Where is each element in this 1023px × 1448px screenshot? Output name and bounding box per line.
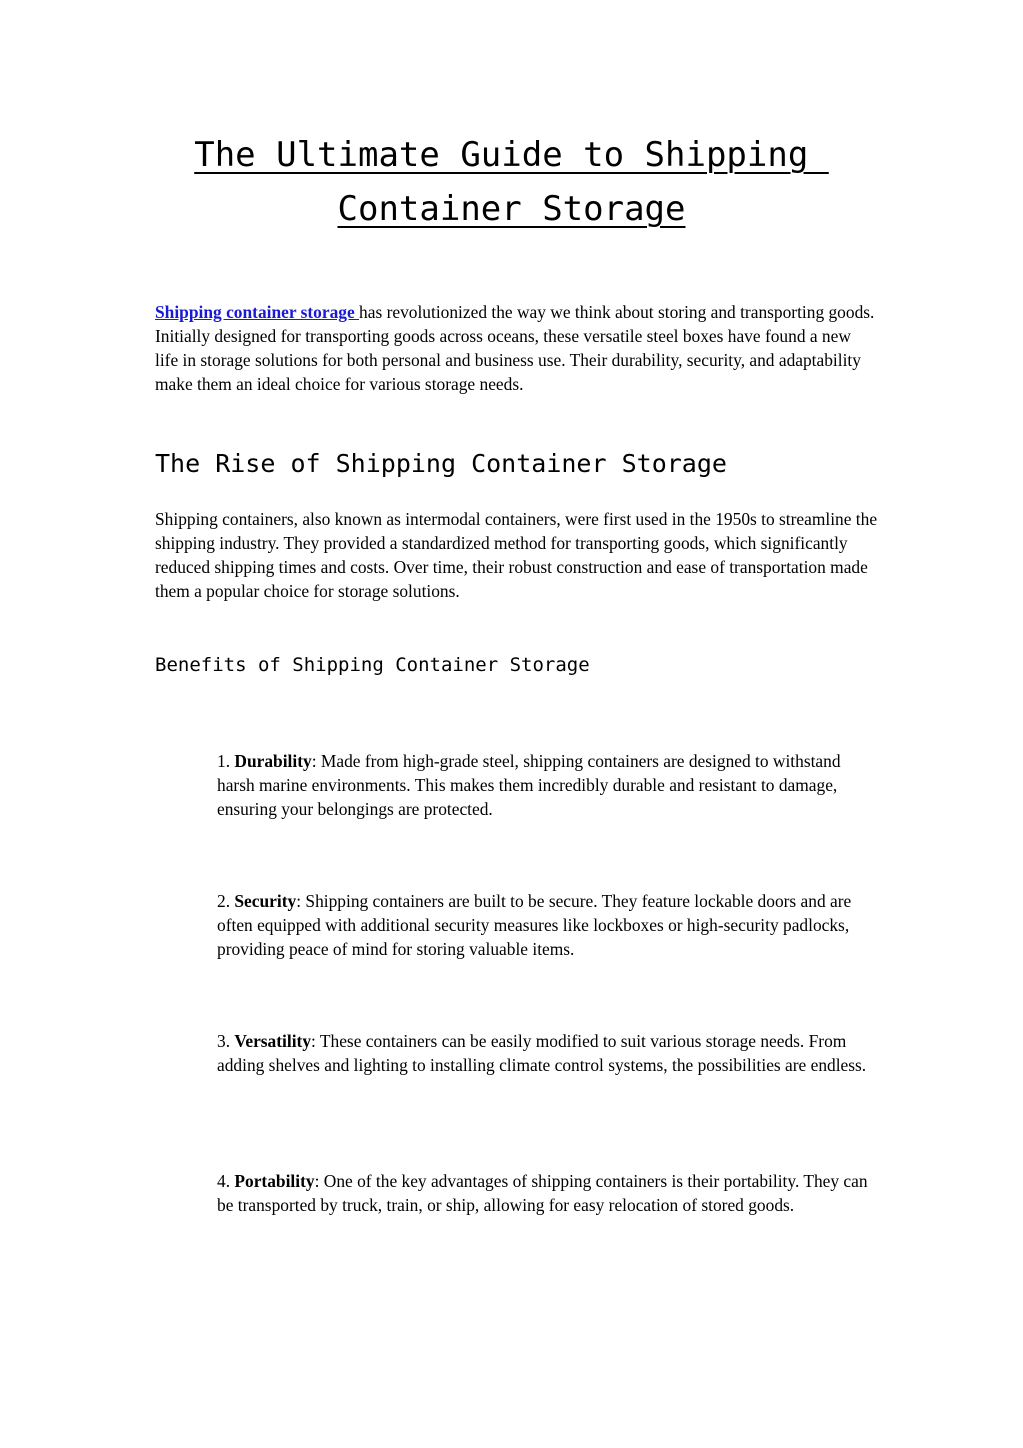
intro-text: has revolutionized the way we think about storing and transporting goods. Initially designed for transporting goods across oceans, these versatile steel boxes have found a new life in storage solutions for both personal and business use. Their durability, security, and adaptability make them an ideal choice for various storage needs.	[155, 302, 875, 394]
title-line-2: Container Storage	[337, 189, 686, 229]
benefit-number: 1.	[217, 751, 235, 771]
benefit-text: : One of the key advantages of shipping containers is their portability. They can be transported by truck, train, or ship, allowing for easy relocation of stored goods.	[217, 1171, 868, 1215]
benefit-term: Portability	[234, 1171, 315, 1191]
benefits-heading: Benefits of Shipping Container Storage	[155, 654, 590, 676]
benefit-item-portability	[217, 1169, 877, 1217]
benefit-text: : Made from high-grade steel, shipping containers are designed to withstand harsh marine environments. This makes them incredibly durable and resistant to damage, ensuring your belongings are protected.	[217, 751, 841, 819]
benefit-term: Security	[234, 891, 297, 911]
title-line-1: The Ultimate Guide to Shipping	[194, 135, 829, 175]
benefit-text: : Shipping containers are built to be secure. They feature lockable doors and are often equipped with additional security measures like lockboxes or high-security padlocks, providing peace of mind for storing valuable items.	[217, 891, 852, 959]
benefit-term: Versatility	[234, 1031, 312, 1051]
benefit-item-security	[217, 889, 877, 961]
benefit-number: 4.	[217, 1171, 235, 1191]
benefit-term: Durability	[234, 751, 312, 771]
benefit-number: 2.	[217, 891, 235, 911]
shipping-container-storage-link[interactable]: Shipping container storage	[155, 302, 360, 322]
benefit-item-durability	[217, 749, 877, 821]
benefit-text: : These containers can be easily modified to suit various storage needs. From adding shelves and lighting to installing climate control systems, the possibilities are endless.	[217, 1031, 867, 1075]
benefit-number: 3.	[217, 1031, 235, 1051]
rise-heading: The Rise of Shipping Container Storage	[155, 449, 727, 478]
benefit-item-versatility	[217, 1029, 877, 1077]
rise-paragraph: Shipping containers, also known as intermodal containers, were first used in the 1950s to streamline the shipping industry. They provided a standardized method for transporting goods, which significantly reduced shipping times and costs. Over time, their robust construction and ease of transportation made them a popular choice for storage solutions.	[155, 509, 878, 601]
intro-paragraph	[155, 300, 875, 396]
document-title	[150, 128, 873, 236]
